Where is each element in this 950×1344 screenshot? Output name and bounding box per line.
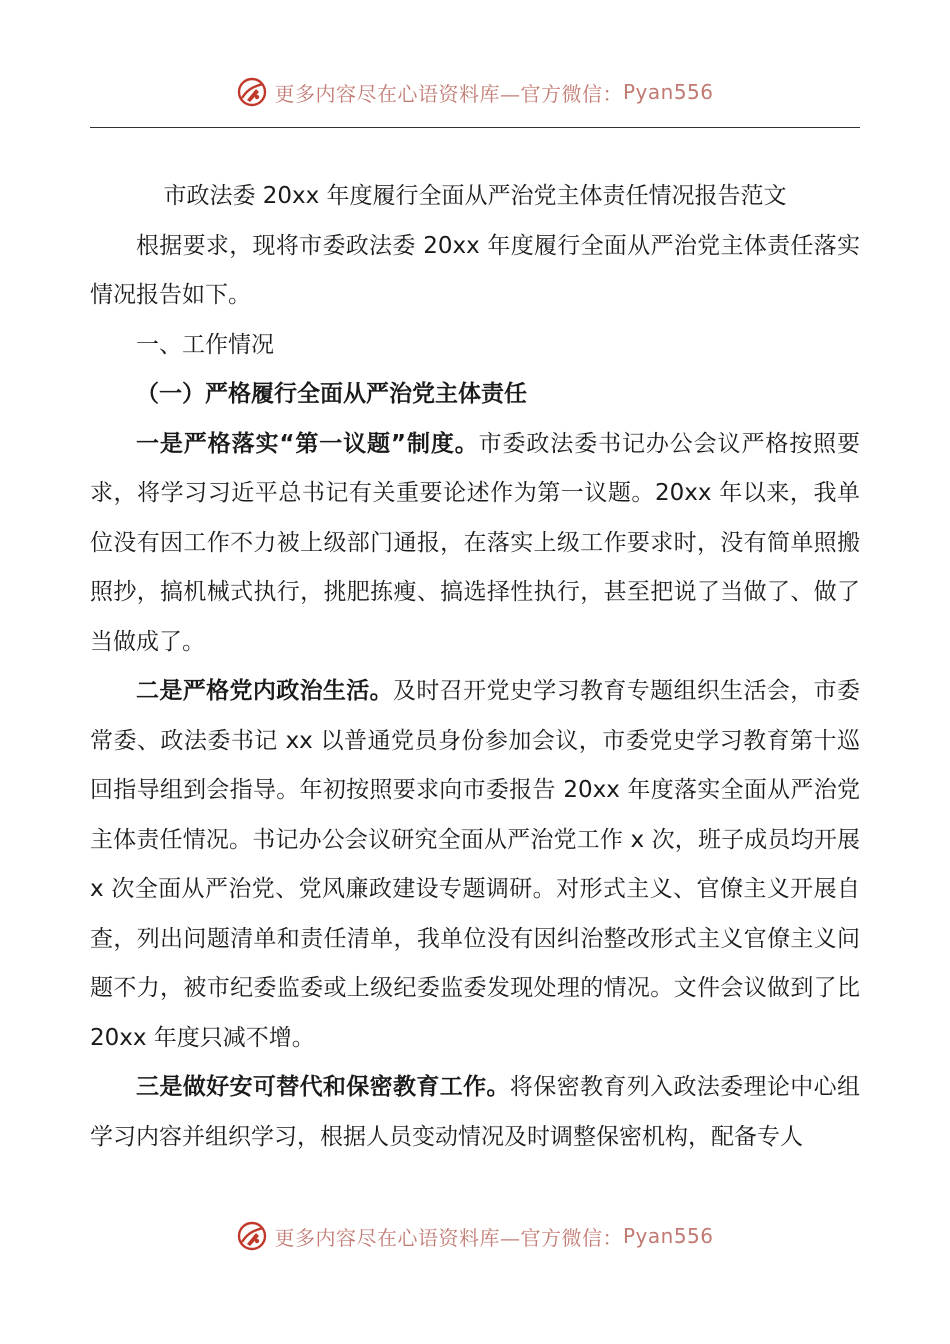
watermark-text: 更多内容尽在心语资料库—官方微信： [274,81,623,106]
watermark-text: 更多内容尽在心语资料库—官方微信： [274,1225,623,1250]
footer-watermark [0,1216,950,1256]
paragraph-1-lead: 一是严格落实“第一议题”制度。 [136,430,479,457]
paragraph-2 [90,667,860,1063]
paragraph-1-body: 市委政法委书记办公会议严格按照要求，将学习习近平总书记有关重要论述作为第一议题。20xx 年以来，我单位没有因工作不力被上级部门通报，在落实上级工作要求时，没有简单照搬照抄，搞机械式执行，挑肥拣瘦、搞选择性执行，甚至把说了当做了、做了当做成了。 [90,430,861,655]
header-watermark [0,72,950,112]
document-body [90,172,860,1162]
subsection-heading [90,370,860,420]
watermark-logo-icon [236,1220,268,1252]
watermark-wechat-id: Pyan556 [622,1224,714,1248]
header-divider [90,127,860,128]
paragraph-3 [90,1063,860,1162]
paragraph-2-body: 及时召开党史学习教育专题组织生活会，市委常委、政法委书记 xx 以普通党员身份参加会议，市委党史学习教育第十巡回指导组到会指导。年初按照要求向市委报告 20xx 年度落实全面从严治党主体责任情况。书记办公会议研究全面从严治党工作 x 次，班子成员均开展 x 次全面从严治党、党风廉政建设专题调研。对形式主义、官僚主义开展自查，列出问题清单和责任清单，我单位没有因纠治整改形式主义官僚主义问题不力，被市纪委监委或上级纪委监委发现处理的情况。文件会议做到了比 20xx 年度只减不增。 [90,678,861,1051]
document-title: 市政法委 20xx 年度履行全面从严治党主体责任情况报告范文 [163,183,787,209]
section-heading: 一、工作情况 [136,331,274,358]
intro-paragraph: 根据要求，现将市委政法委 20xx 年度履行全面从严治党主体责任落实情况报告如下。 [90,232,860,308]
paragraph-1 [90,420,860,668]
watermark-wechat-id: Pyan556 [622,80,714,104]
subsection-heading-text: （一）严格履行全面从严治党主体责任 [136,381,527,407]
paragraph-2-lead: 二是严格党内政治生活。 [136,678,394,704]
paragraph-3-body: 将保密教育列入政法委理论中心组学习内容并组织学习，根据人员变动情况及时调整保密机构，配备专人 [90,1074,861,1150]
paragraph-3-lead: 三是做好安可替代和保密教育工作。 [136,1074,510,1100]
watermark-logo-icon [236,76,268,108]
